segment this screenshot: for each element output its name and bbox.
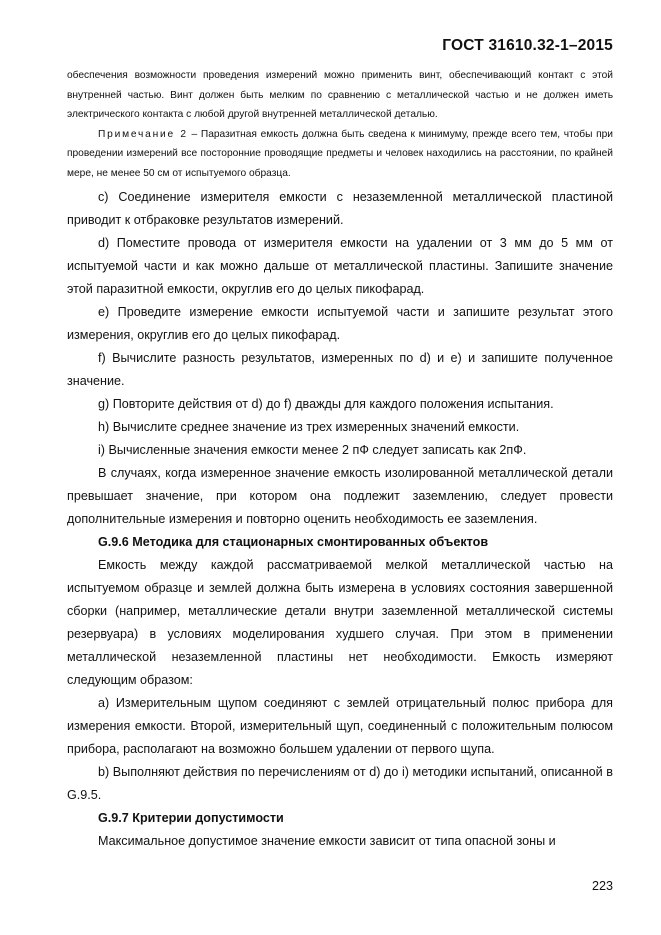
list-item: c) Соединение измерителя емкости с незаземленной металлической пластиной приводит к отбраковке результатов измерений.: [67, 190, 613, 227]
list-item: i) Вычисленные значения емкости менее 2 пФ следует записать как 2пФ.: [98, 443, 527, 457]
list-item: b) Выполняют действия по перечислениям от d) до i) методики испытаний, описанной в G.9.5.: [67, 765, 613, 802]
list-item: g) Повторите действия от d) до f) дважды для каждого положения испытания.: [98, 397, 554, 411]
list-item: d) Поместите провода от измерителя емкости на удалении от 3 мм до 5 мм от испытуемой части и как можно дальше от металлической пластины. Запишите значение этой паразитной емкости, округлив его до целых пикофарад.: [67, 236, 613, 296]
list-item: f) Вычислите разность результатов, измеренных по d) и e) и запишите полученное значение.: [67, 351, 613, 388]
document-header: ГОСТ 31610.32-1–2015: [442, 37, 613, 54]
note-text: – Паразитная емкость должна быть сведена к минимуму, прежде всего тем, чтобы при проведении измерений все посторонние проводящие предметы и человек находились на расстоянии, по крайней мере, не менее 50 см от испытуемого образца.: [67, 128, 613, 179]
note-label: Примечание 2: [98, 128, 188, 140]
body-paragraph: В случаях, когда измеренное значение емкость изолированной металлической детали превышает значение, при котором она подлежит заземлению, следует провести дополнительные измерения и повторно оценить необходимость ее заземления.: [67, 466, 613, 526]
page-content: [67, 66, 613, 853]
note-paragraph: [67, 125, 613, 184]
body-paragraph: Емкость между каждой рассматриваемой мелкой металлической частью на испытуемом образце и землей должна быть измерена в условиях состояния завершенной сборки (например, металлические детали внутри заземленной металлической системы резервуара) в условиях моделирования худшего случая. При этом в применении металлической незаземленной пластины нет необходимости. Емкость измеряют следующим образом:: [67, 558, 613, 687]
list-item: e) Проведите измерение емкости испытуемой части и запишите результат этого измерения, округлив его до целых пикофарад.: [67, 305, 613, 342]
page-number: 223: [591, 879, 613, 893]
section-heading-g97: G.9.7 Критерии допустимости: [98, 811, 284, 825]
list-item: h) Вычислите среднее значение из трех измеренных значений емкости.: [98, 420, 520, 434]
small-paragraph: обеспечения возможности проведения измерений можно применить винт, обеспечивающий контакт с этой внутренней частью. Винт должен быть мелким по сравнению с металлической частью и не должен иметь электрического контакта с любой другой внутренней металлической деталью.: [67, 70, 613, 120]
body-paragraph: Максимальное допустимое значение емкости зависит от типа опасной зоны и: [98, 834, 556, 848]
list-item: a) Измерительным щупом соединяют с землей отрицательный полюс прибора для измерения емкости. Второй, измерительный щуп, соединенный с положительным полюсом прибора, располагают на возможно большем удалении от первого щупа.: [67, 696, 613, 756]
section-heading-g96: G.9.6 Методика для стационарных смонтированных объектов: [98, 535, 489, 549]
